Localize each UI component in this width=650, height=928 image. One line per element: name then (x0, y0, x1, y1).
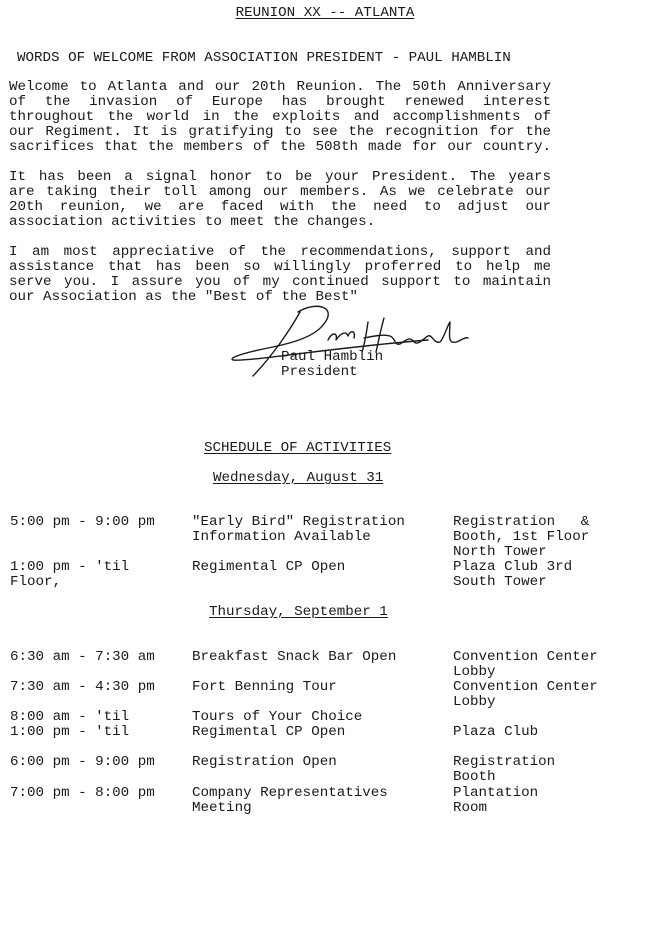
letter-paragraph-2 (9, 170, 551, 230)
location-line: Room (453, 800, 488, 816)
location-line: Registration (453, 754, 556, 770)
schedule-title: SCHEDULE OF ACTIVITIES (204, 440, 392, 456)
time-range: 5:00 pm - 9:00 pm (10, 514, 155, 530)
text-line: association activities to meet the changes. (9, 214, 376, 230)
location-line: Booth (453, 769, 496, 785)
text-line: assistance that has been so willingly proferred to help me (9, 259, 551, 275)
time-range: 1:00 pm - 'til (10, 724, 130, 740)
time-range: 1:00 pm - 'til (10, 559, 130, 575)
text-line: I am most appreciative of the recommendations, support and (9, 244, 551, 260)
event-line: Breakfast Snack Bar Open (192, 649, 397, 665)
event-line: Tours of Your Choice (192, 709, 363, 725)
letter-paragraph-3 (9, 245, 551, 305)
text-line: sacrifices that the members of the 508th made for our country. (9, 139, 551, 155)
time-range: 7:00 pm - 8:00 pm (10, 785, 155, 801)
text-line: Welcome to Atlanta and our 20th Reunion. The 50th Anniversary (9, 79, 551, 95)
time-range: 6:00 pm - 9:00 pm (10, 754, 155, 770)
text-line: our Association as the "Best of the Best" (9, 289, 359, 305)
time-note: Floor, (10, 574, 62, 590)
text-line: throughout the world in the exploits and accomplishments of (9, 109, 551, 125)
day-heading: Wednesday, August 31 (213, 470, 384, 486)
event-line: Company Representatives (192, 785, 388, 801)
location-line: Plantation (453, 785, 539, 801)
text-line: serve you. I assure you of my continued support to maintain (9, 274, 551, 290)
signer-title: President (281, 364, 358, 380)
event-line: Registration Open (192, 754, 337, 770)
location-line: Plaza Club 3rd (453, 559, 573, 575)
text-line: our Regiment. It is gratifying to see the recognition for the (9, 124, 551, 140)
location-line: Plaza Club (453, 724, 539, 740)
event-line: Regimental CP Open (192, 724, 346, 740)
location-line: Convention Center (453, 649, 598, 665)
text-line: are taking their toll among our members. As we celebrate our (9, 184, 551, 200)
location-line: South Tower (453, 574, 547, 590)
letter-paragraph-1 (9, 80, 551, 155)
text-line: It has been a signal honor to be your President. The years (9, 169, 551, 185)
event-line: Meeting (192, 800, 252, 816)
event-line: Fort Benning Tour (192, 679, 337, 695)
location-line: Convention Center (453, 679, 598, 695)
location-line: North Tower (453, 544, 547, 560)
signer-name: Paul Hamblin (281, 349, 384, 365)
time-range: 6:30 am - 7:30 am (10, 649, 155, 665)
event-line: "Early Bird" Registration (192, 514, 405, 530)
location-line: Registration & (453, 514, 590, 530)
location-line: Lobby (453, 664, 496, 680)
event-line: Regimental CP Open (192, 559, 346, 575)
welcome-heading: WORDS OF WELCOME FROM ASSOCIATION PRESIDENT - PAUL HAMBLIN (17, 50, 511, 66)
text-line: of the invasion of Europe has brought renewed interest (9, 94, 551, 110)
event-line: Information Available (192, 529, 371, 545)
location-line: Lobby (453, 694, 496, 710)
day-heading: Thursday, September 1 (209, 604, 388, 620)
location-line: Booth, 1st Floor (453, 529, 590, 545)
document-title: REUNION XX -- ATLANTA (235, 5, 415, 21)
time-range: 7:30 am - 4:30 pm (10, 679, 155, 695)
time-range: 8:00 am - 'til (10, 709, 130, 725)
text-line: 20th reunion, we are faced with the need to adjust our (9, 199, 551, 215)
